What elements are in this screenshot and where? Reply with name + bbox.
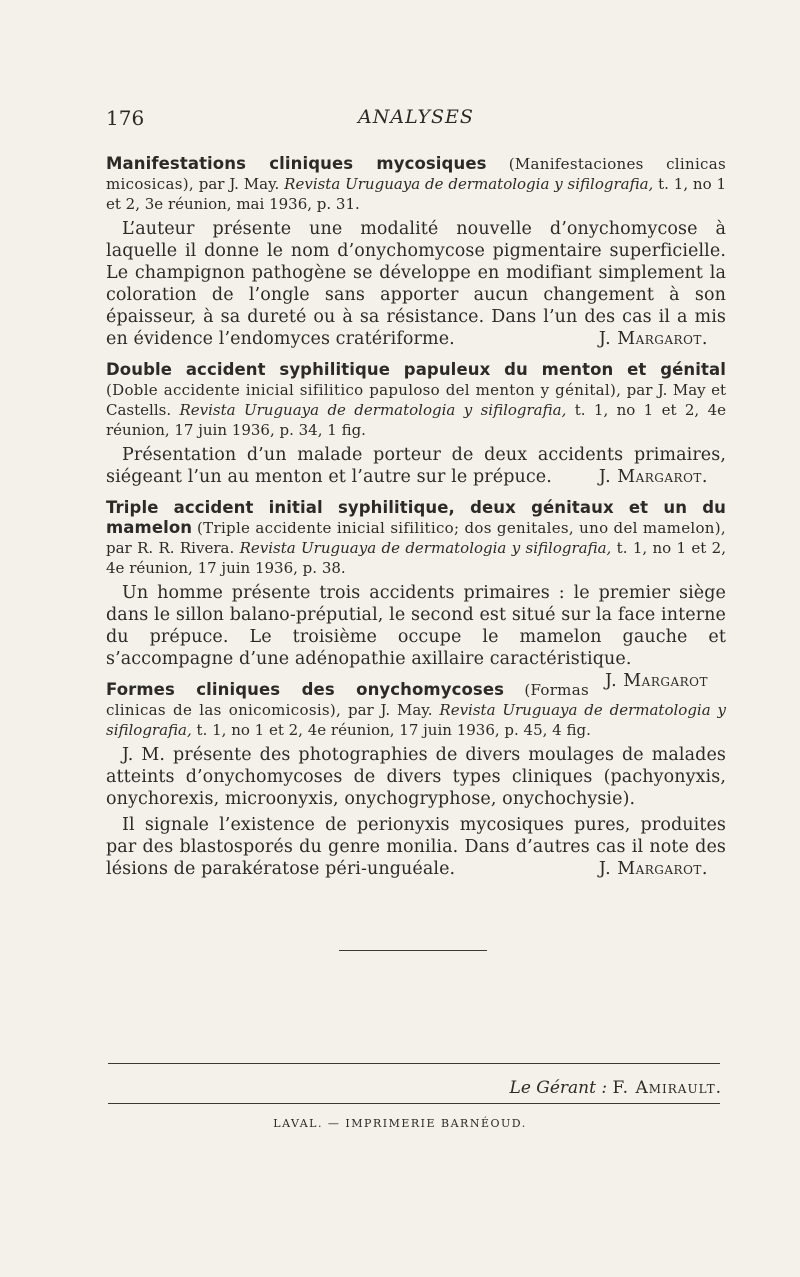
reviewer-signature: J. Margarot.	[598, 467, 708, 487]
spanish-title: (Formas clinicas de las onicomicosis),	[106, 681, 589, 719]
abstract-title: Manifestations cliniques mycosiques	[106, 154, 487, 173]
manager-label: Le Gérant :	[509, 1078, 608, 1098]
byline: par J. May.	[347, 701, 433, 719]
byline: par R. R. Rivera.	[106, 539, 235, 557]
manager-name: F. Amirault.	[612, 1078, 722, 1098]
journal-name: Revista Uruguaya de dermatologia y sifilografia,	[106, 701, 726, 739]
abstract-body	[106, 218, 726, 350]
citation: t. 1, no 1 et 2, 3e réunion, mai 1936, p. 31.	[106, 175, 726, 213]
abstract-entry	[106, 680, 726, 880]
abstract-title: Formes cliniques des onychomycoses	[106, 680, 505, 699]
reviewer-signature: J. Margarot	[604, 671, 708, 691]
spanish-title: (Doble accidente inicial sifilitico papuloso del menton y génital),	[106, 381, 622, 399]
abstracts-list	[106, 154, 726, 890]
abstract-text: Il signale l’existence de perionyxis mycosiques pures, produites par des blastosporés du genre monilia. Dans d’autres cas il note des lésions de parakératose péri-unguéale.	[106, 815, 726, 879]
abstract-text: J. M. présente des photographies de divers moulages de malades atteints d’onychomycoses de divers types cliniques (pachyonyxis, onychorexis, microonyxis, onychogryphose, onychochysie).	[106, 745, 726, 809]
reviewer-signature: J. Margarot.	[598, 329, 708, 349]
abstract-text: Un homme présente trois accidents primaires : le premier siège dans le sillon balano-préputial, le second est situé sur la face interne du prépuce. Le troisième occupe le mamelon gauche et s’accompagne d’une adénopathie axillaire caractéristique.	[106, 583, 726, 669]
spanish-title: (Triple accidente inicial sifilitico; dos genitales, uno del mamelon),	[197, 519, 726, 537]
printer-imprint: LAVAL. — IMPRIMERIE BARNÉOUD.	[273, 1117, 527, 1130]
abstract-heading	[106, 154, 726, 214]
abstract-body	[106, 444, 726, 488]
section-divider	[339, 950, 487, 951]
journal-name: Revista Uruguaya de dermatologia y sifilografia,	[239, 539, 612, 557]
citation: t. 1, no 1 et 2, 4e réunion, 17 juin 1936, p. 38.	[106, 539, 726, 577]
manager-line	[510, 1078, 722, 1098]
footer-rule	[108, 1103, 720, 1104]
abstract-title: Triple accident initial syphilitique, deux génitaux et un du mamelon	[106, 498, 726, 537]
byline: par J. May et Castells.	[106, 381, 726, 419]
footer-rule	[108, 1063, 720, 1064]
page-header	[106, 106, 726, 130]
byline: par J. May.	[198, 175, 280, 193]
citation: t. 1, no 1 et 2, 4e réunion, 17 juin 1936, p. 34, 1 fig.	[106, 401, 726, 439]
citation: t. 1, no 1 et 2, 4e réunion, 17 juin 1936, p. 45, 4 fig.	[196, 721, 591, 739]
abstract-entry	[106, 154, 726, 350]
abstract-heading	[106, 360, 726, 440]
journal-name: Revista Uruguaya de dermatologia y sifilografia,	[284, 175, 654, 193]
abstract-text: Présentation d’un malade porteur de deux accidents primaires, siégeant l’un au menton et l’autre sur le prépuce.	[106, 445, 726, 487]
running-head: ANALYSES	[358, 106, 474, 128]
abstract-entry	[106, 360, 726, 488]
abstract-heading	[106, 498, 726, 578]
page-number: 176	[106, 106, 145, 130]
abstract-body	[106, 814, 726, 880]
abstract-text: L’auteur présente une modalité nouvelle d’onychomycose à laquelle il donne le nom d’onychomycose pigmentaire superficielle. Le champignon pathogène se développe en modifiant simplement la coloration de l’ongle sans apporter aucun changement à son épaisseur, à sa dureté ou à sa résistance. Dans l’un des cas il a mis en évidence l’endomyces cratériforme.	[106, 219, 726, 349]
reviewer-signature: J. Margarot.	[598, 859, 708, 879]
journal-name: Revista Uruguaya de dermatologia y sifilografia,	[179, 401, 567, 419]
abstract-body	[106, 744, 726, 810]
spanish-title: (Manifestaciones clinicas micosicas),	[106, 155, 726, 193]
abstract-title: Double accident syphilitique papuleux du menton et génital	[106, 360, 726, 379]
